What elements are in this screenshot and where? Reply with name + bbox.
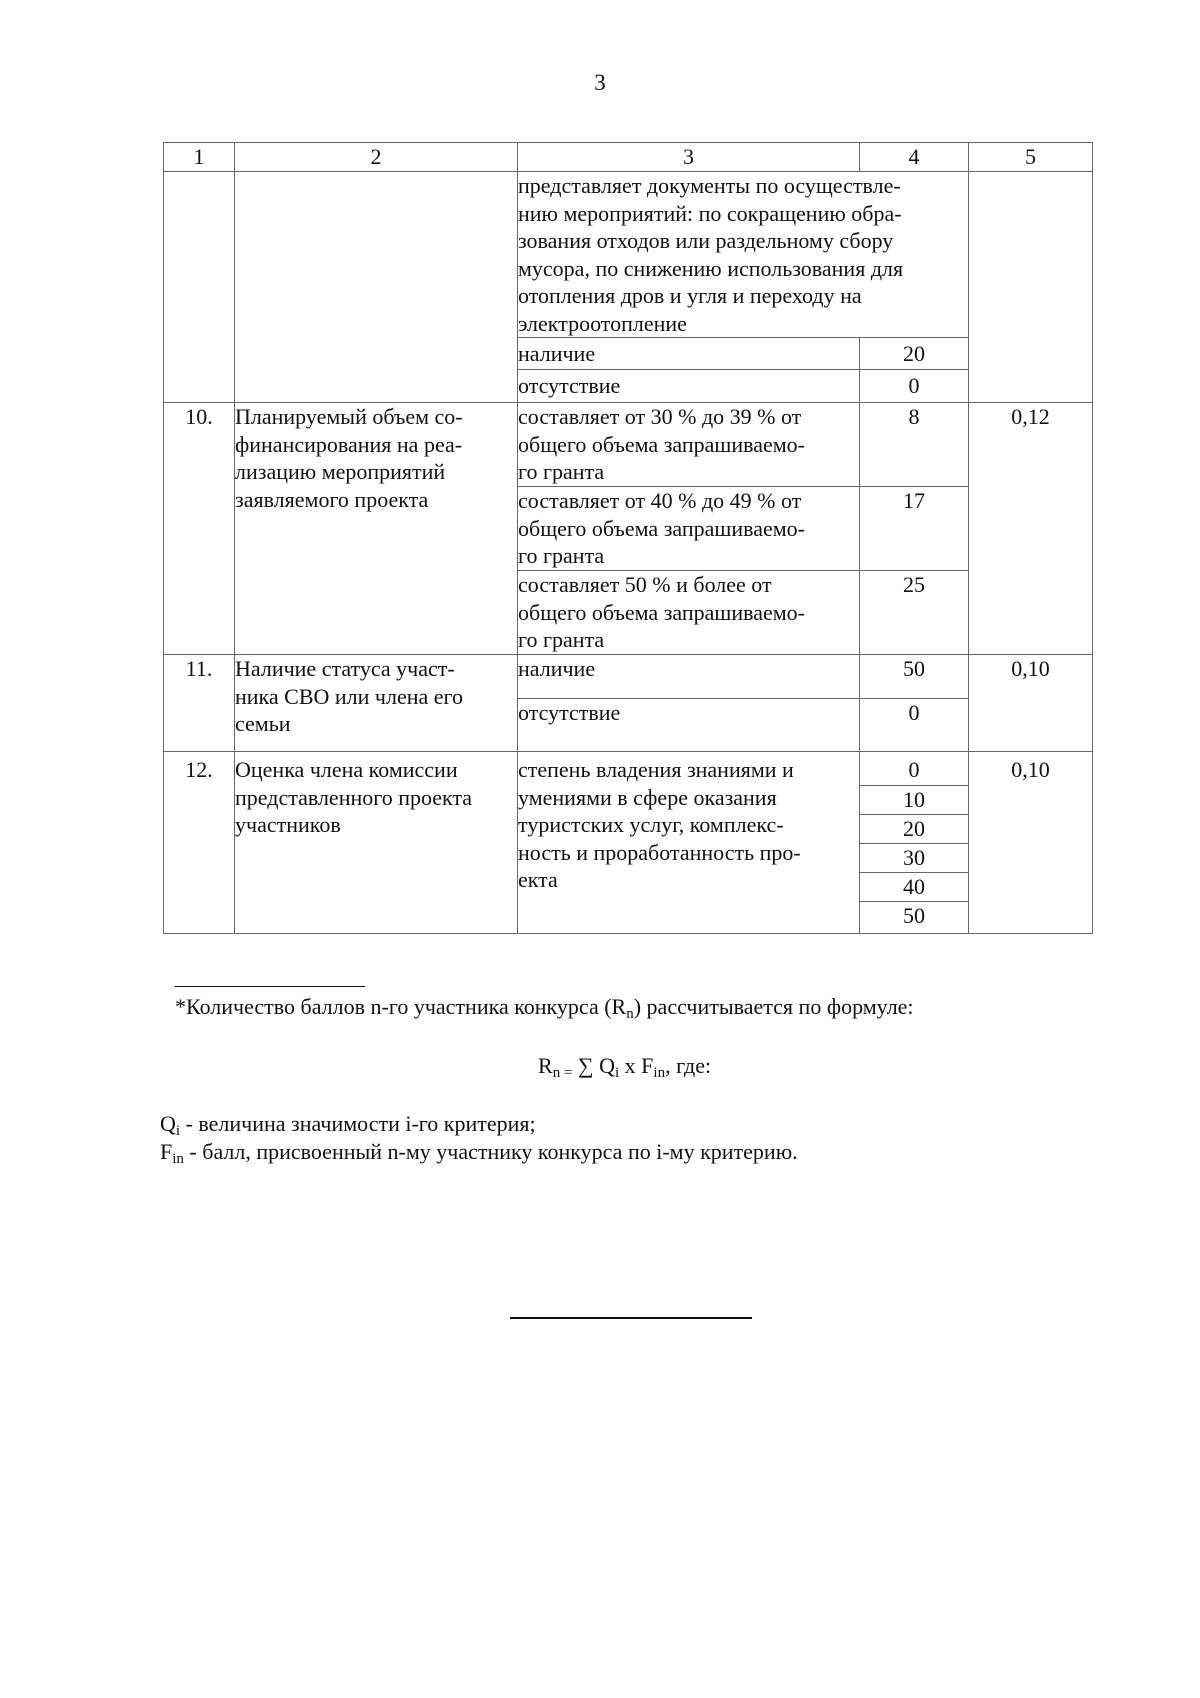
header-cell: 1 — [164, 143, 235, 172]
definition-symbol: Q — [160, 1111, 176, 1136]
header-row — [164, 143, 1093, 172]
text-line: го гранта — [518, 543, 605, 568]
description-cell — [518, 752, 860, 934]
text-line: электроотопление — [518, 310, 687, 336]
formula-tail: , где: — [665, 1053, 712, 1078]
page-number: 3 — [594, 70, 606, 95]
text-line: участников — [235, 812, 341, 837]
score-cell: 20 — [860, 815, 969, 844]
footnote-text-start: *Количество баллов n-го участника конкурса (R — [175, 994, 627, 1019]
text-line: зования отходов или раздельному сбору — [518, 228, 894, 253]
subscript: in — [172, 1151, 184, 1167]
text-line: составляет от 40 % до 49 % от — [518, 488, 802, 513]
option-cell — [518, 487, 860, 571]
description-cell — [518, 172, 969, 338]
header-cell: 3 — [518, 143, 860, 172]
text-line: Планируемый объем со- — [235, 404, 463, 429]
option-cell — [518, 571, 860, 655]
criterion-cell — [235, 752, 518, 934]
text-line: лизацию мероприятий — [235, 459, 446, 484]
text-line: общего объема запрашиваемо- — [518, 431, 805, 457]
weight-cell — [969, 172, 1093, 403]
score-cell: 50 — [860, 902, 969, 934]
score-cell: 25 — [860, 571, 969, 655]
text-line: го гранта — [518, 627, 605, 652]
text-line: го гранта — [518, 459, 605, 484]
weight-cell: 0,10 — [969, 752, 1093, 934]
text-line: семьи — [235, 711, 291, 736]
table-row — [164, 655, 1093, 699]
definition-text: - балл, присвоенный n-му участнику конкурса по i-му критерию. — [183, 1139, 798, 1164]
option-label: отсутствие — [518, 699, 860, 752]
subscript: i — [614, 1065, 620, 1081]
score-cell: 40 — [860, 873, 969, 902]
score-cell: 17 — [860, 487, 969, 571]
score-cell: 10 — [860, 786, 969, 815]
header-cell: 5 — [969, 143, 1093, 172]
option-label: отсутствие — [518, 370, 860, 403]
option-label: наличие — [518, 338, 860, 370]
formula-symbol: ∑ Q — [572, 1053, 615, 1078]
criterion-cell — [235, 403, 518, 655]
number-cell: 10. — [164, 403, 235, 655]
score-cell: 20 — [860, 338, 969, 370]
text-line: нию мероприятий: по сокращению обра- — [518, 200, 902, 226]
definition-symbol: F — [160, 1139, 173, 1164]
formula — [538, 1053, 711, 1082]
weight-cell: 0,10 — [969, 655, 1093, 752]
definition-text: - величина значимости i-го критерия; — [180, 1111, 536, 1136]
subscript: i — [175, 1123, 181, 1139]
text-line: ника СВО или члена его — [235, 683, 464, 709]
subscript: n — [626, 1006, 634, 1022]
text-line: отопления дров и угля и переходу на — [518, 283, 862, 308]
number-cell — [164, 172, 235, 403]
text-line: общего объема запрашиваемо- — [518, 599, 805, 625]
table-row — [164, 752, 1093, 786]
text-line: составляет 50 % и более от — [518, 572, 772, 597]
score-cell: 0 — [860, 752, 969, 786]
score-cell: 0 — [860, 699, 969, 752]
formula-symbol: x F — [619, 1053, 654, 1078]
option-label: наличие — [518, 655, 860, 699]
text-line: общего объема запрашиваемо- — [518, 515, 805, 541]
criteria-table — [163, 142, 1093, 934]
text-line: ность и проработанность про- — [518, 839, 801, 865]
definition-f — [160, 1139, 798, 1168]
text-line: составляет от 30 % до 39 % от — [518, 404, 802, 429]
text-line: заявляемого проекта — [235, 486, 429, 512]
header-cell: 4 — [860, 143, 969, 172]
subscript: in — [653, 1065, 666, 1081]
formula-symbol: R — [538, 1053, 553, 1078]
end-divider — [510, 1317, 752, 1319]
number-cell: 12. — [164, 752, 235, 934]
text-line: умениями в сфере оказания — [518, 784, 777, 810]
weight-cell: 0,12 — [969, 403, 1093, 655]
text-line: туристских услуг, комплекс- — [518, 812, 784, 837]
definition-q — [160, 1111, 536, 1140]
score-cell: 50 — [860, 655, 969, 699]
text-line: представленного проекта — [235, 784, 473, 810]
score-cell: 30 — [860, 844, 969, 873]
text-line: мусора, по снижению использования для — [518, 255, 904, 281]
table-row — [164, 172, 1093, 338]
header-cell: 2 — [235, 143, 518, 172]
footnote-text — [175, 994, 914, 1023]
score-cell: 0 — [860, 370, 969, 403]
text-line: Наличие статуса участ- — [235, 656, 455, 681]
score-cell: 8 — [860, 403, 969, 487]
text-line: представляет документы по осуществле- — [518, 173, 901, 198]
text-line: екта — [518, 867, 558, 892]
option-cell — [518, 403, 860, 487]
footnote-text-end: ) рассчитывается по формуле: — [633, 994, 914, 1019]
number-cell: 11. — [164, 655, 235, 752]
criterion-cell — [235, 655, 518, 752]
subscript: n = — [552, 1065, 573, 1081]
text-line: финансирования на реа- — [235, 431, 463, 457]
text-line: Оценка члена комиссии — [235, 757, 458, 782]
footnote-divider — [175, 986, 365, 987]
criterion-cell — [235, 172, 518, 403]
table-row — [164, 403, 1093, 487]
text-line: степень владения знаниями и — [518, 757, 794, 782]
